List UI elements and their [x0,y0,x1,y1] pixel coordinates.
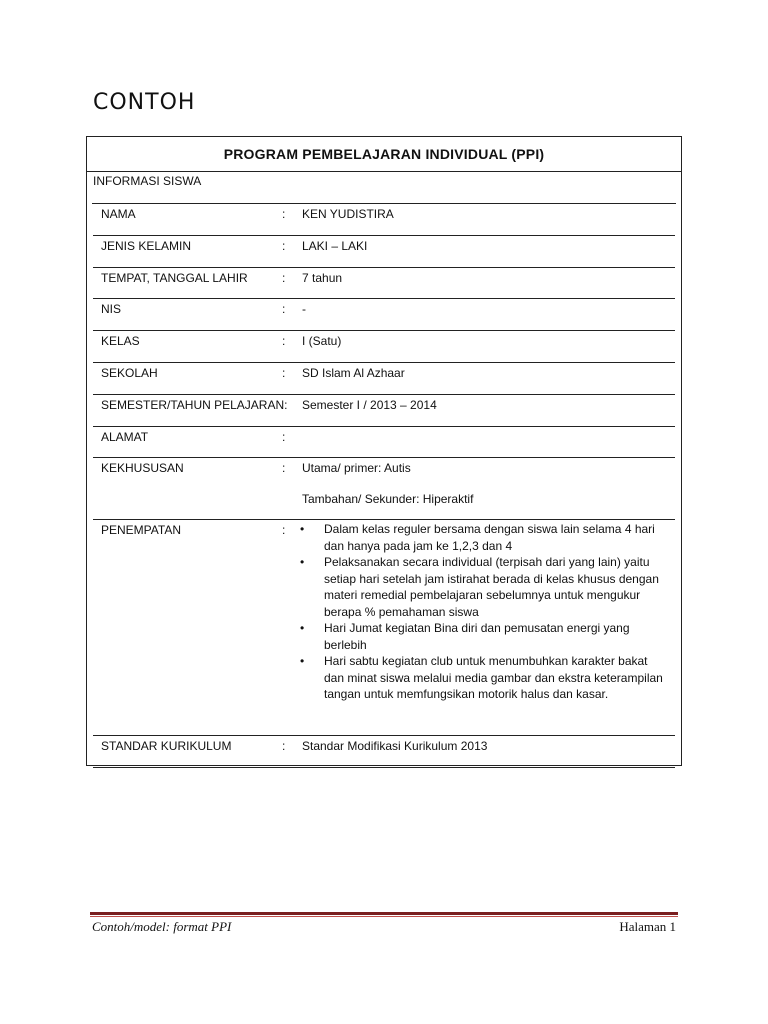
student-info-table [92,203,676,753]
row-tempat-tanggal-lahir [93,268,675,299]
row-label: TEMPAT, TANGGAL LAHIR [101,271,248,285]
row-value: KEN YUDISTIRA [302,207,394,221]
row-label: JENIS KELAMIN [101,239,192,253]
bullet-icon: • [300,654,305,668]
row-colon: : [282,461,286,475]
row-nis [93,299,675,331]
footer-rule-dark [90,912,678,915]
list-item [288,521,668,554]
row-label: STANDAR KURIKULUM [101,739,232,753]
row-label: NAMA [101,207,136,221]
row-label: KEKHUSUSAN [101,461,184,475]
list-item-text: Hari sabtu kegiatan club untuk menumbuhkan karakter bakat dan minat siswa melalui media gambar dan ekstra keterampilan tangan untuk memfungsikan motorik halus dan kasar. [324,654,663,701]
row-alamat [93,427,675,458]
row-label: KELAS [101,334,140,348]
list-item-text: Dalam kelas reguler bersama dengan siswa lain selama 4 hari dan hanya pada jam ke 1,2,3 dan 4 [324,522,655,553]
row-colon: : [282,271,286,285]
list-item-text: Pelaksanakan secara individual (terpisah dari yang lain) yaitu setiap hari setelah jam istirahat berada di kelas khusus dengan materi remedial pembelajaran sebelumnya untuk mengukur berapa % pemahaman siswa [324,555,659,619]
list-item [288,653,668,703]
row-value: LAKI – LAKI [302,239,368,253]
footer-left-text: Contoh/model: format PPI [92,919,232,934]
row-penempatan [93,520,675,736]
row-value: 7 tahun [302,271,343,285]
row-value: Semester I / 2013 – 2014 [302,398,437,412]
row-label: SEKOLAH [101,366,158,380]
bullet-icon: • [300,522,305,536]
list-item [288,554,668,620]
bullet-icon: • [300,621,305,635]
row-label: NIS [101,302,122,316]
row-value: I (Satu) [302,334,342,348]
row-label: ALAMAT [101,430,149,444]
row-colon: : [282,739,286,753]
ppi-form-table [86,136,682,766]
row-value: SD Islam Al Azhaar [302,366,405,380]
footer-rule-light [90,916,678,917]
row-colon: : [282,430,286,444]
bullet-icon: • [300,555,305,569]
row-value-primary: Utama/ primer: Autis [302,461,411,475]
row-kekhususan [93,458,675,520]
row-value: Standar Modifikasi Kurikulum 2013 [302,739,488,753]
row-colon: : [282,523,286,537]
row-colon: : [282,302,286,316]
list-item [288,620,668,653]
row-colon: : [282,334,286,348]
row-standar-kurikulum [93,736,675,768]
page-heading: CONTOH [93,90,196,115]
row-sekolah [93,363,675,395]
footer-page-number: Halaman 1 [619,919,676,934]
row-label: SEMESTER/TAHUN PELAJARAN: [101,398,288,412]
row-colon: : [282,239,286,253]
row-colon: : [282,207,286,221]
placement-bullet-list [288,521,668,703]
row-value-secondary: Tambahan/ Sekunder: Hiperaktif [302,492,474,506]
row-kelas [93,331,675,363]
row-nama [93,204,675,236]
row-colon: : [282,366,286,380]
row-label: PENEMPATAN [101,523,182,537]
list-item-text: Hari Jumat kegiatan Bina diri dan pemusatan energi yang berlebih [324,621,630,652]
section-label: INFORMASI SISWA [93,174,202,188]
row-value: - [302,302,306,316]
form-title: PROGRAM PEMBELAJARAN INDIVIDUAL (PPI) [87,137,681,172]
row-semester [93,395,675,427]
row-jenis-kelamin [93,236,675,268]
